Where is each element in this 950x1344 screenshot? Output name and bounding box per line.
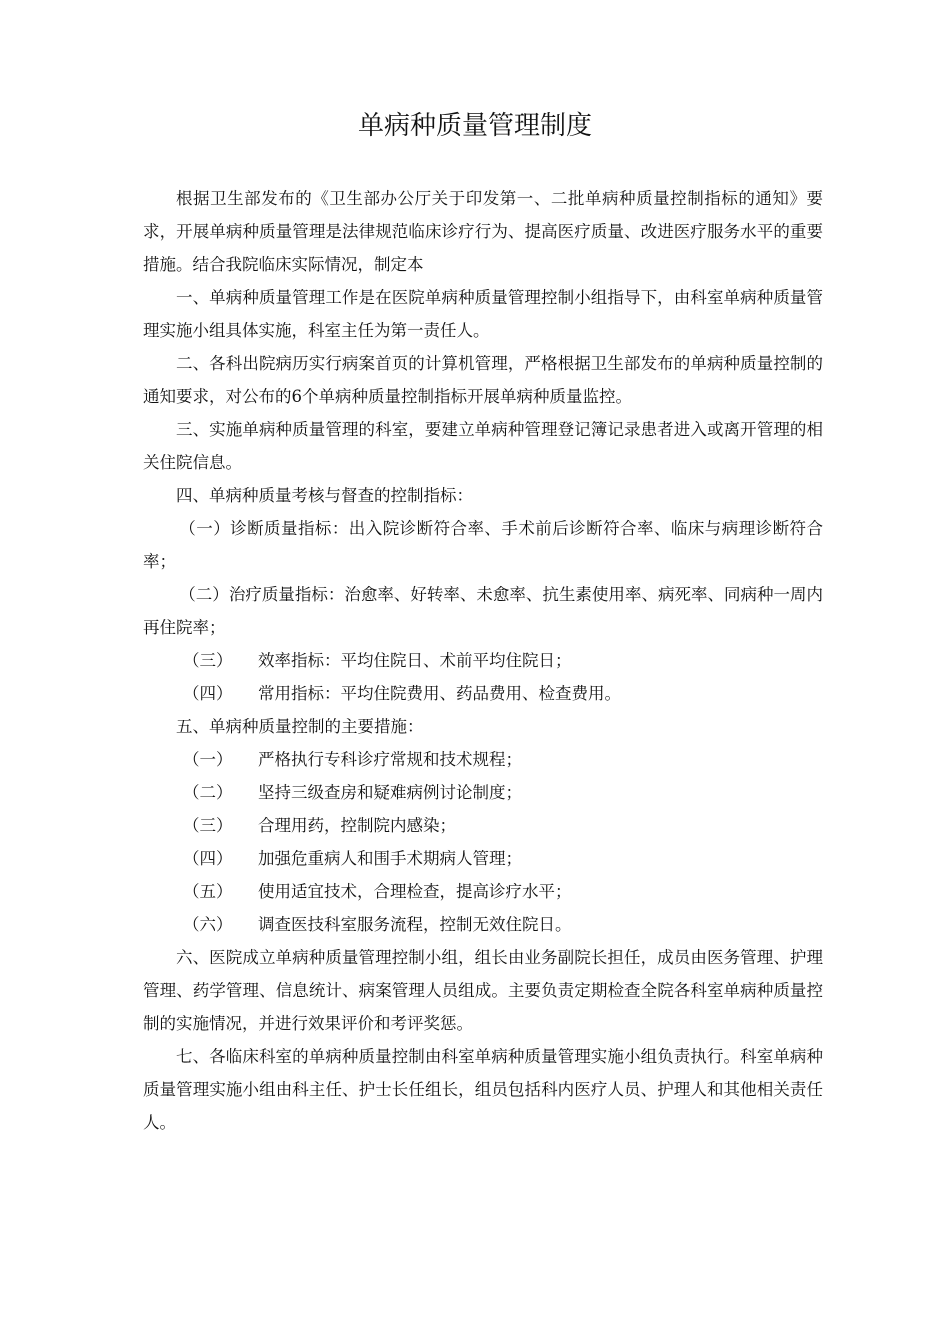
- section-4-item-3: [143, 644, 823, 677]
- section-1: 一、单病种质量管理工作是在医院单病种质量管理控制小组指导下，由科室单病种质量管理实施小组具体实施，科室主任为第一责任人。: [143, 288, 823, 340]
- section-5-item-6: [143, 908, 823, 941]
- section-5-item-3: [143, 809, 823, 842]
- section-5-item-2: [143, 776, 823, 809]
- item-number: （二）: [183, 783, 233, 802]
- section-5-item-5: [143, 875, 823, 908]
- section-4-item-2: （二）治疗质量指标：治愈率、好转率、未愈率、抗生素使用率、病死率、同病种一周内再住院率；: [143, 585, 823, 637]
- section-5-heading: 五、单病种质量控制的主要措施：: [176, 717, 424, 736]
- document-body: [143, 182, 823, 1139]
- intro-paragraph: 根据卫生部发布的《卫生部办公厅关于印发第一、二批单病种质量控制指标的通知》要求，开展单病种质量管理是法律规范临床诊疗行为、提高医疗质量、改进医疗服务水平的重要措施。结合我院临床实际情况，制定本: [143, 189, 823, 274]
- section-4-heading: 四、单病种质量考核与督查的控制指标：: [176, 486, 473, 505]
- item-text: 坚持三级查房和疑难病例讨论制度；: [258, 783, 522, 802]
- document-title: 单病种质量管理制度: [357, 111, 592, 141]
- item-number: （四）: [183, 684, 233, 703]
- item-number: （五）: [183, 882, 233, 901]
- item-number: （四）: [183, 849, 233, 868]
- section-7: 七、各临床科室的单病种质量控制由科室单病种质量管理实施小组负责执行。科室单病种质量管理实施小组由科主任、护士长任组长，组员包括科内医疗人员、护理人和其他相关责任人。: [143, 1047, 823, 1132]
- section-3: 三、实施单病种质量管理的科室，要建立单病种管理登记簿记录患者进入或离开管理的相关住院信息。: [143, 420, 823, 472]
- section-5-item-4: [143, 842, 823, 875]
- section-6: 六、医院成立单病种质量管理控制小组，组长由业务副院长担任，成员由医务管理、护理管理、药学管理、信息统计、病案管理人员组成。主要负责定期检查全院各科室单病种质量控制的实施情况，并进行效果评价和考评奖惩。: [143, 948, 823, 1033]
- item-number: （三）: [183, 651, 233, 670]
- section-2: 二、各科出院病历实行病案首页的计算机管理，严格根据卫生部发布的单病种质量控制的通知要求，对公布的6个单病种质量控制指标开展单病种质量监控。: [143, 354, 823, 406]
- item-text: 调查医技科室服务流程，控制无效住院日。: [258, 915, 572, 934]
- item-number: （六）: [183, 915, 233, 934]
- item-text: 使用适宜技术，合理检查，提高诊疗水平；: [258, 882, 572, 901]
- item-number: （一）: [183, 750, 233, 769]
- item-text: 效率指标：平均住院日、术前平均住院日；: [258, 651, 572, 670]
- section-4-item-1: （一）诊断质量指标：出入院诊断符合率、手术前后诊断符合率、临床与病理诊断符合率；: [143, 519, 823, 571]
- item-text: 合理用药，控制院内感染；: [258, 816, 456, 835]
- section-4-item-4: [143, 677, 823, 710]
- item-text: 严格执行专科诊疗常规和技术规程；: [258, 750, 522, 769]
- item-number: （三）: [183, 816, 233, 835]
- section-5-item-1: [143, 743, 823, 776]
- item-text: 加强危重病人和围手术期病人管理；: [258, 849, 522, 868]
- item-text: 常用指标：平均住院费用、药品费用、检查费用。: [258, 684, 621, 703]
